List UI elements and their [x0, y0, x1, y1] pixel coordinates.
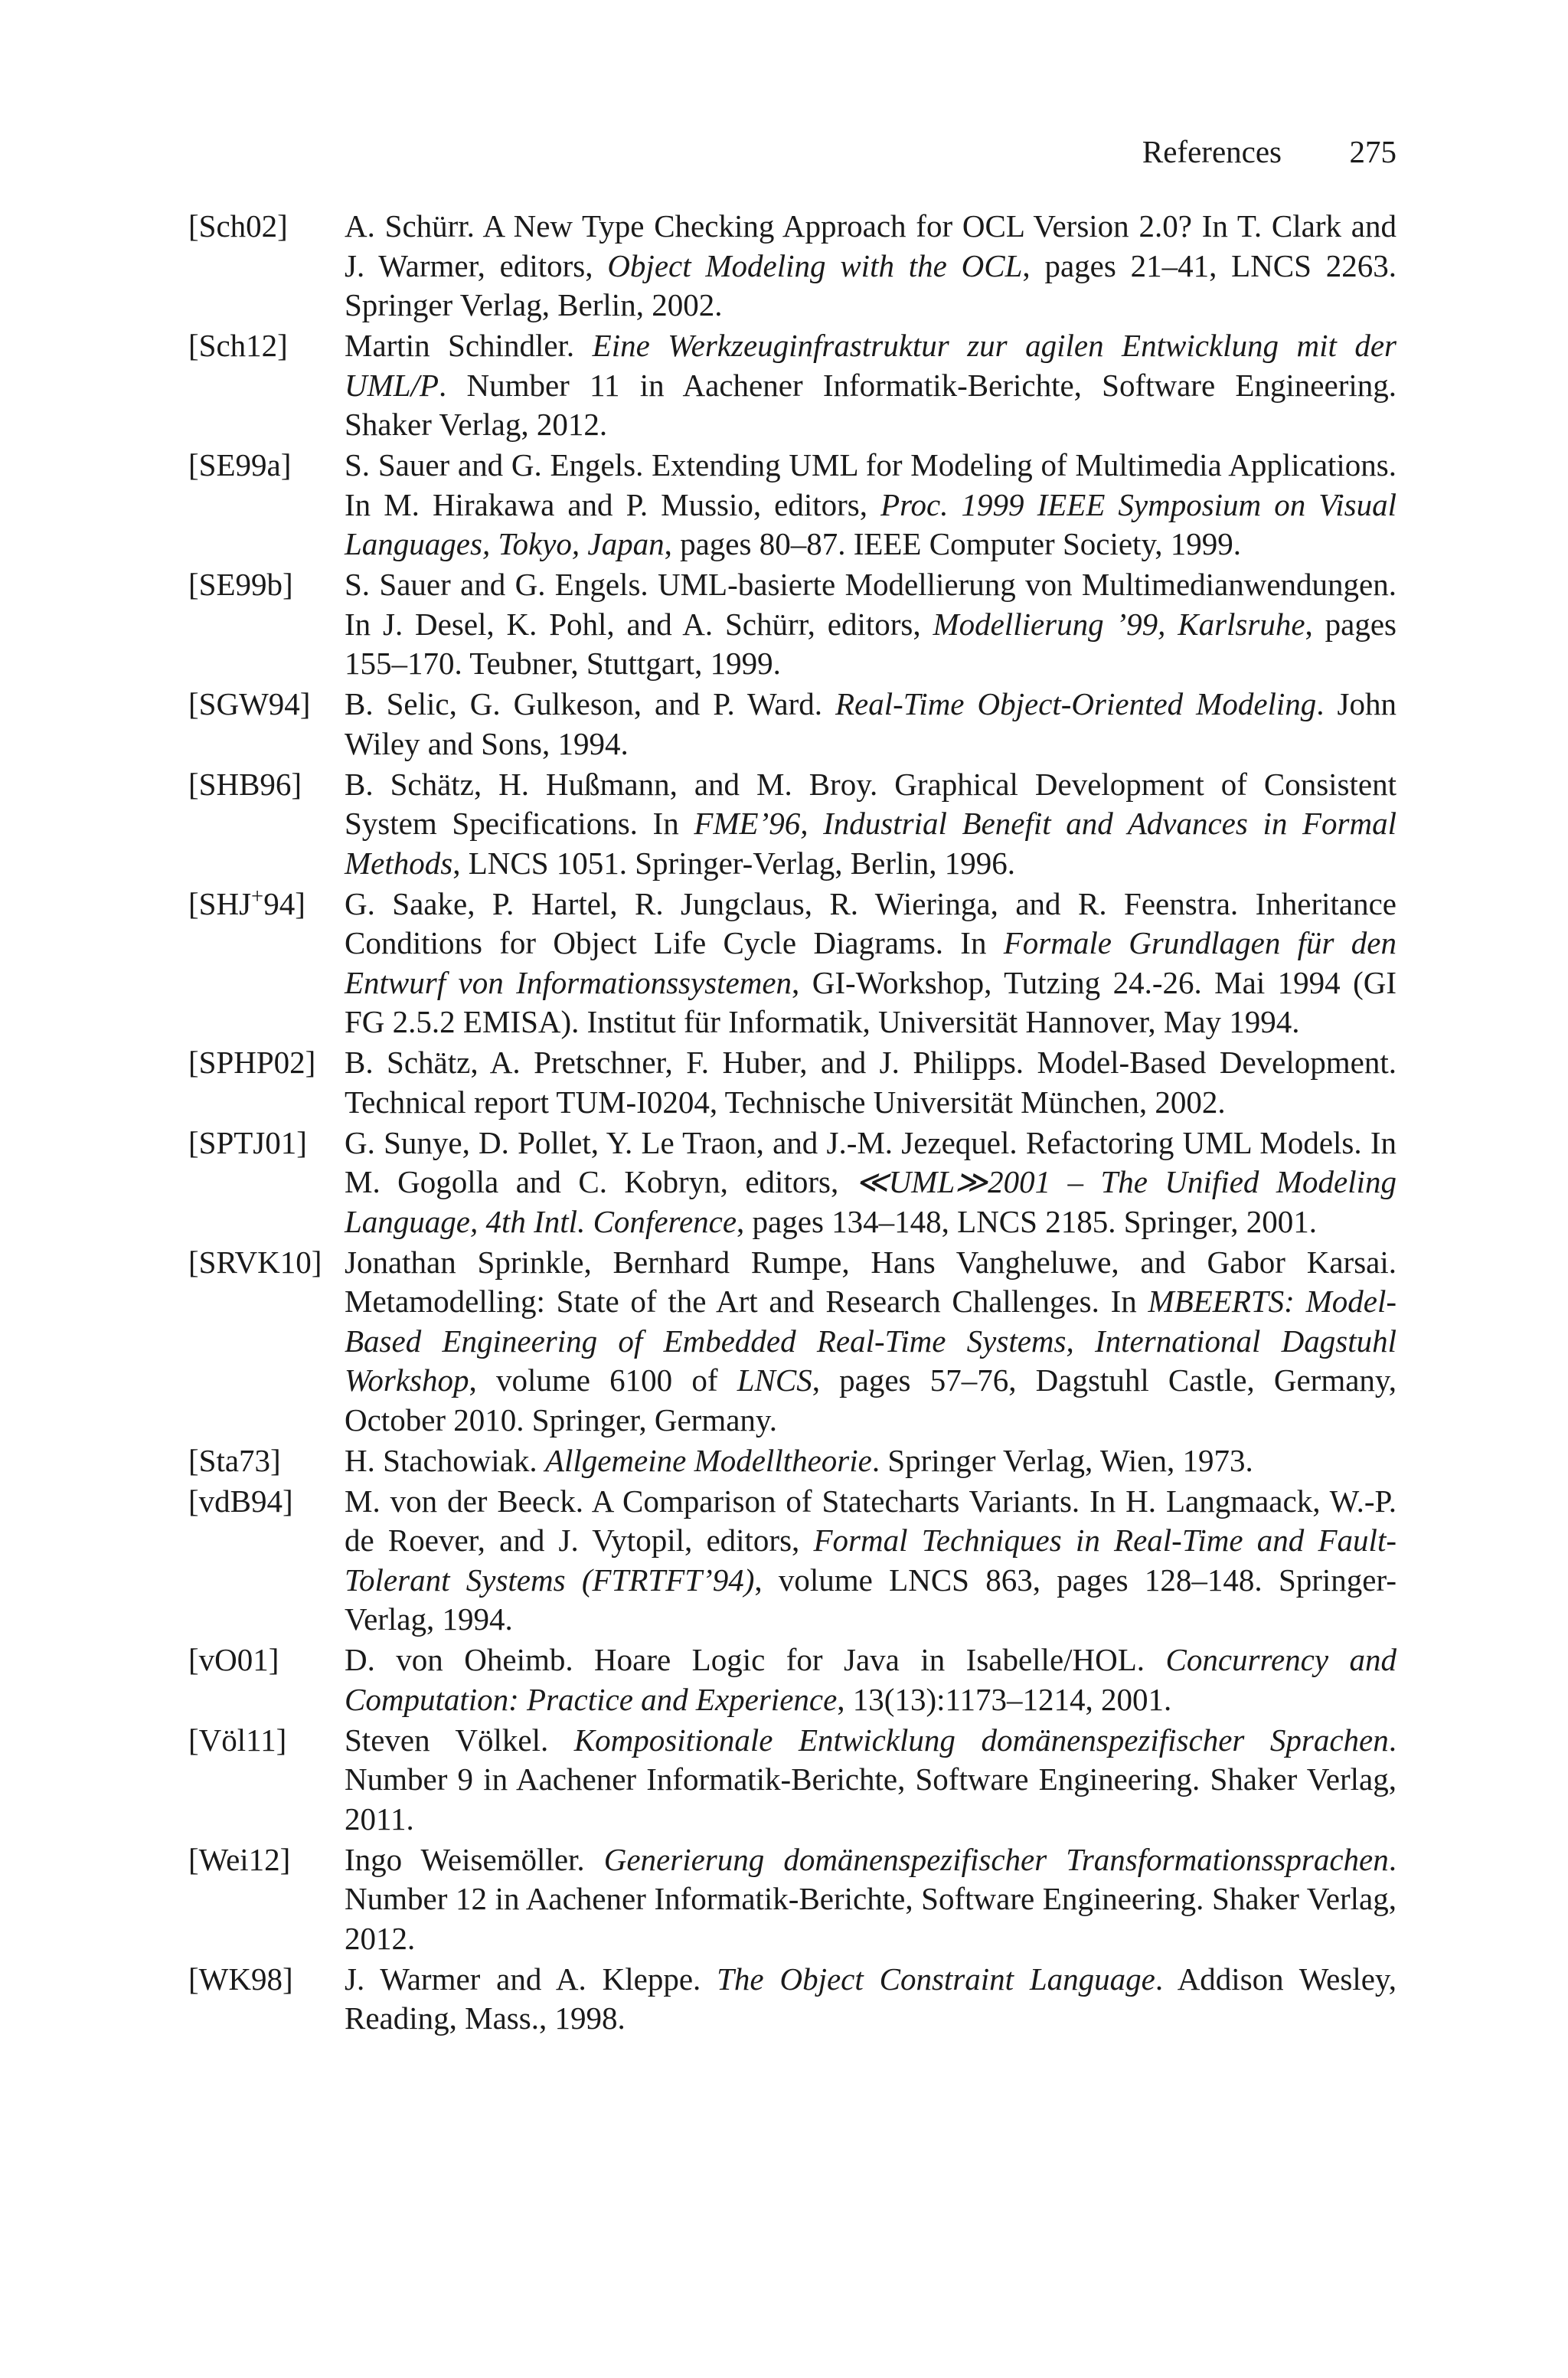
reference-text: J. Warmer and A. Kleppe. The Object Constraint Language. Addison Wesley, Reading, Mass., 1998. — [345, 1961, 1397, 2036]
reference-entry — [188, 207, 1396, 325]
reference-text: Ingo Weisemöller. Generierung domänenspezifischer Transformationssprachen. Number 12 in Aachener Informatik-Berichte, Software Engineering. Shaker Verlag, 2012. — [345, 1841, 1396, 1956]
reference-entry — [188, 1721, 1396, 1840]
page-number: 275 — [1349, 134, 1396, 169]
reference-key: [SGW94] — [188, 686, 311, 721]
reference-key: [vO01] — [188, 1642, 279, 1677]
reference-list — [188, 207, 1396, 2039]
reference-text: S. Sauer and G. Engels. UML-basierte Modellierung von Multimedianwendungen. In J. Desel, K. Pohl, and A. Schürr, editors, Modellierung ’99, Karlsruhe, pages 155–170. Teubner, Stuttgart, 1999. — [345, 567, 1396, 681]
reference-text: S. Sauer and G. Engels. Extending UML for Modeling of Multimedia Applications. In M. Hirakawa and P. Mussio, editors, Proc. 1999 IEEE Symposium on Visual Languages, Tokyo, Japan, pages 80–87. IEEE Computer Society, 1999. — [345, 447, 1396, 561]
reference-entry — [188, 1840, 1396, 1959]
reference-key: [SE99a] — [188, 447, 292, 482]
reference-text: H. Stachowiak. Allgemeine Modelltheorie. Springer Verlag, Wien, 1973. — [345, 1442, 1253, 1478]
reference-text: G. Sunye, D. Pollet, Y. Le Traon, and J.-M. Jezequel. Refactoring UML Models. In M. Gogolla and C. Kobryn, editors, ≪UML≫2001 – The Unified Modeling Language, 4th Intl. Conference, pages 134–148, LNCS 2185. Springer, 2001. — [345, 1124, 1396, 1239]
reference-text: Martin Schindler. Eine Werkzeuginfrastruktur zur agilen Entwicklung mit der UML/P. Number 11 in Aachener Informatik-Berichte, Software Engineering. Shaker Verlag, 2012. — [345, 328, 1396, 442]
reference-entry — [188, 1124, 1396, 1242]
reference-key: [WK98] — [188, 1961, 293, 1997]
reference-entry — [188, 565, 1396, 684]
reference-entry — [188, 1243, 1396, 1441]
running-head — [188, 129, 1396, 175]
reference-text: B. Schätz, A. Pretschner, F. Huber, and J. Philipps. Model-Based Development. Technical report TUM-I0204, Technische Universität München, 2002. — [345, 1045, 1396, 1120]
reference-text: G. Saake, P. Hartel, R. Jungclaus, R. Wieringa, and R. Feenstra. Inheritance Conditions for Object Life Cycle Diagrams. In Formale Grundlagen für den Entwurf von Informationssystemen, GI-Workshop, Tutzing 24.-26. Mai 1994 (GI FG 2.5.2 EMISA). Institut für Informatik, Universität Hannover, May 1994. — [345, 885, 1396, 1039]
reference-key: [Sta73] — [188, 1442, 281, 1478]
reference-key: [Völ11] — [188, 1722, 287, 1758]
reference-text: M. von der Beeck. A Comparison of Statecharts Variants. In H. Langmaack, W.-P. de Roever, and J. Vytopil, editors, Formal Techniques in Real-Time and Fault-Tolerant Systems (FTRTFT’94), volume LNCS 863, pages 128–148. Springer-Verlag, 1994. — [345, 1483, 1396, 1637]
reference-key: [SPHP02] — [188, 1045, 316, 1080]
reference-entry — [188, 446, 1396, 564]
reference-entry — [188, 1441, 1396, 1481]
reference-text: Steven Völkel. Kompositionale Entwicklung domänenspezifischer Sprachen. Number 9 in Aachener Informatik-Berichte, Software Engineering. Shaker Verlag, 2011. — [345, 1722, 1396, 1837]
reference-text: B. Selic, G. Gulkeson, and P. Ward. Real-Time Object-Oriented Modeling. John Wiley and Sons, 1994. — [345, 686, 1396, 761]
reference-text: B. Schätz, H. Hußmann, and M. Broy. Graphical Development of Consistent System Specifications. In FME’96, Industrial Benefit and Advances in Formal Methods, LNCS 1051. Springer-Verlag, Berlin, 1996. — [345, 766, 1396, 881]
reference-key: [SHB96] — [188, 766, 302, 802]
reference-entry — [188, 326, 1396, 445]
reference-key: [SE99b] — [188, 567, 293, 602]
reference-text: A. Schürr. A New Type Checking Approach for OCL Version 2.0? In T. Clark and J. Warmer, editors, Object Modeling with the OCL, pages 21–41, LNCS 2263. Springer Verlag, Berlin, 2002. — [345, 208, 1396, 322]
reference-key: [SRVK10] — [188, 1244, 322, 1280]
reference-entry — [188, 765, 1396, 884]
reference-entry — [188, 1482, 1396, 1640]
running-head-section: References — [1142, 134, 1282, 169]
reference-entry — [188, 1043, 1396, 1122]
reference-text: Jonathan Sprinkle, Bernhard Rumpe, Hans Vangheluwe, and Gabor Karsai. Metamodelling: State of the Art and Research Challenges. In MBEERTS: Model-Based Engineering of Embedded Real-Time Systems, International Dagstuhl Workshop, volume 6100 of LNCS, pages 57–76, Dagstuhl Castle, Germany, October 2010. Springer, Germany. — [345, 1244, 1396, 1438]
reference-entry — [188, 885, 1396, 1042]
reference-entry — [188, 1960, 1396, 2039]
reference-entry — [188, 1640, 1396, 1719]
reference-key: [SHJ+94] — [188, 883, 305, 921]
reference-entry — [188, 685, 1396, 764]
reference-key: [Sch02] — [188, 208, 288, 244]
reference-key: [SPTJ01] — [188, 1124, 307, 1160]
reference-text: D. von Oheimb. Hoare Logic for Java in Isabelle/HOL. Concurrency and Computation: Practice and Experience, 13(13):1173–1214, 2001. — [345, 1642, 1396, 1717]
reference-key: [Wei12] — [188, 1841, 291, 1877]
reference-key: [Sch12] — [188, 328, 288, 363]
reference-key: [vdB94] — [188, 1483, 293, 1519]
